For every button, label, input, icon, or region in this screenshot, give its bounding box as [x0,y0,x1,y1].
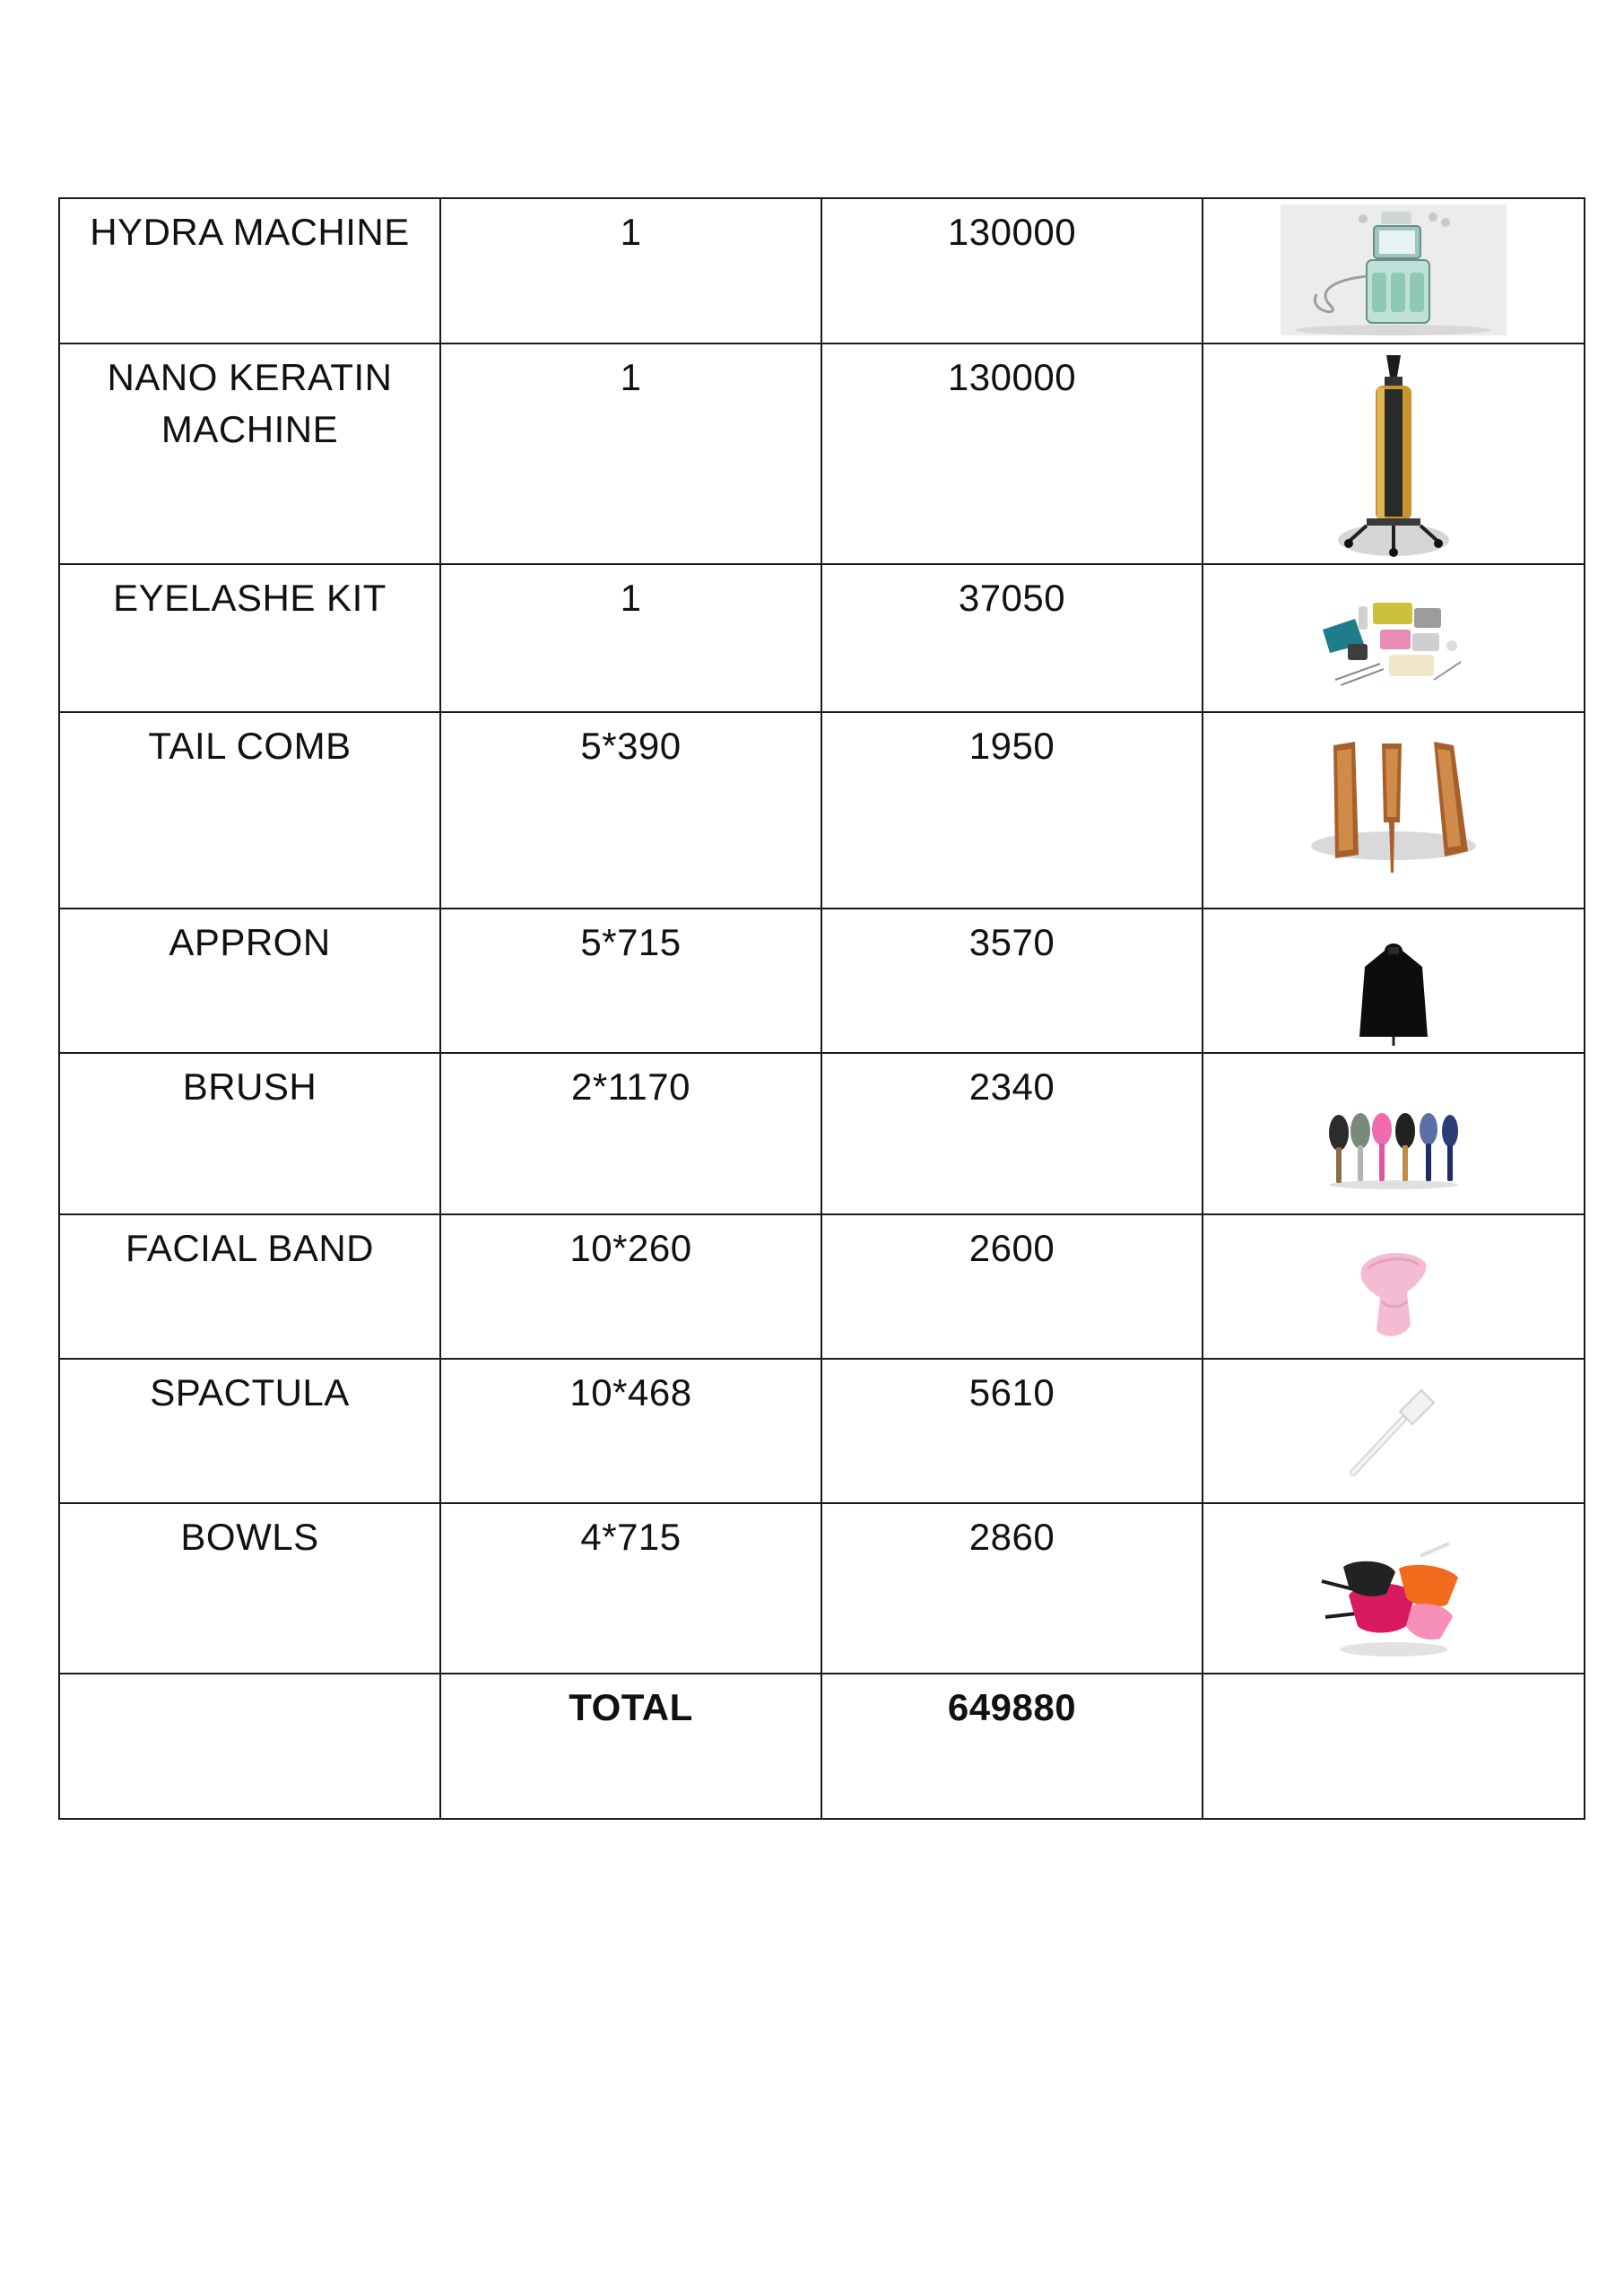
image-cell [1203,1053,1585,1214]
image-cell [1203,909,1585,1053]
item-name-cell: FACIAL BAND [59,1214,440,1359]
tint-bowls-photo [1313,1542,1474,1658]
empty-cell [59,1674,440,1819]
quantity-cell: 1 [440,198,821,344]
quantity-cell: 10*468 [440,1359,821,1503]
table-row [59,1503,1585,1674]
item-name-cell: BRUSH [59,1053,440,1214]
image-cell [1203,1503,1585,1674]
brush-photo [1326,1109,1461,1190]
amount-cell: 130000 [821,344,1203,564]
document-page [58,197,1578,1820]
eyelash-kit-photo [1317,594,1470,692]
amount-cell: 2860 [821,1503,1203,1674]
empty-cell [1203,1674,1585,1819]
table-row [59,1359,1585,1503]
image-cell [1203,712,1585,909]
image-cell [1203,344,1585,564]
apron-photo [1358,940,1429,1048]
total-label-cell [440,1674,821,1819]
table-row [59,344,1585,564]
spatula-photo [1344,1383,1443,1482]
table-row [59,712,1585,909]
item-name-cell: APPRON [59,909,440,1053]
image-cell [1203,1214,1585,1359]
table-row [59,1053,1585,1214]
item-name-cell: HYDRA MACHINE [59,198,440,344]
hydra-machine-photo [1281,204,1507,335]
item-name-cell: NANO KERATIN MACHINE [59,344,440,564]
quantity-cell: 4*715 [440,1503,821,1674]
table-row [59,1214,1585,1359]
quantity-cell: 10*260 [440,1214,821,1359]
amount-cell: 1950 [821,712,1203,909]
table-row [59,198,1585,344]
table-row [59,564,1585,712]
amount-cell: 2340 [821,1053,1203,1214]
total-row [59,1674,1585,1819]
amount-cell: 2600 [821,1214,1203,1359]
amount-cell: 130000 [821,198,1203,344]
item-name-cell: EYELASHE KIT [59,564,440,712]
item-name-cell: BOWLS [59,1503,440,1674]
tail-comb-photo [1308,740,1479,874]
nano-keratin-machine-photo [1331,352,1456,560]
total-label: TOTAL [569,1686,693,1728]
quantity-cell: 5*715 [440,909,821,1053]
amount-cell: 37050 [821,564,1203,712]
amount-cell: 5610 [821,1359,1203,1503]
total-amount: 649880 [947,1686,1077,1728]
image-cell [1203,198,1585,344]
image-cell [1203,564,1585,712]
quantity-cell: 5*390 [440,712,821,909]
item-name-cell: SPACTULA [59,1359,440,1503]
amount-cell: 3570 [821,909,1203,1053]
quantity-cell: 1 [440,344,821,564]
item-name-cell: TAIL COMB [59,712,440,909]
items-table [58,197,1585,1820]
total-amount-cell [821,1674,1203,1819]
image-cell [1203,1359,1585,1503]
quantity-cell: 1 [440,564,821,712]
table-row [59,909,1585,1053]
facial-band-photo [1353,1246,1434,1344]
quantity-cell: 2*1170 [440,1053,821,1214]
